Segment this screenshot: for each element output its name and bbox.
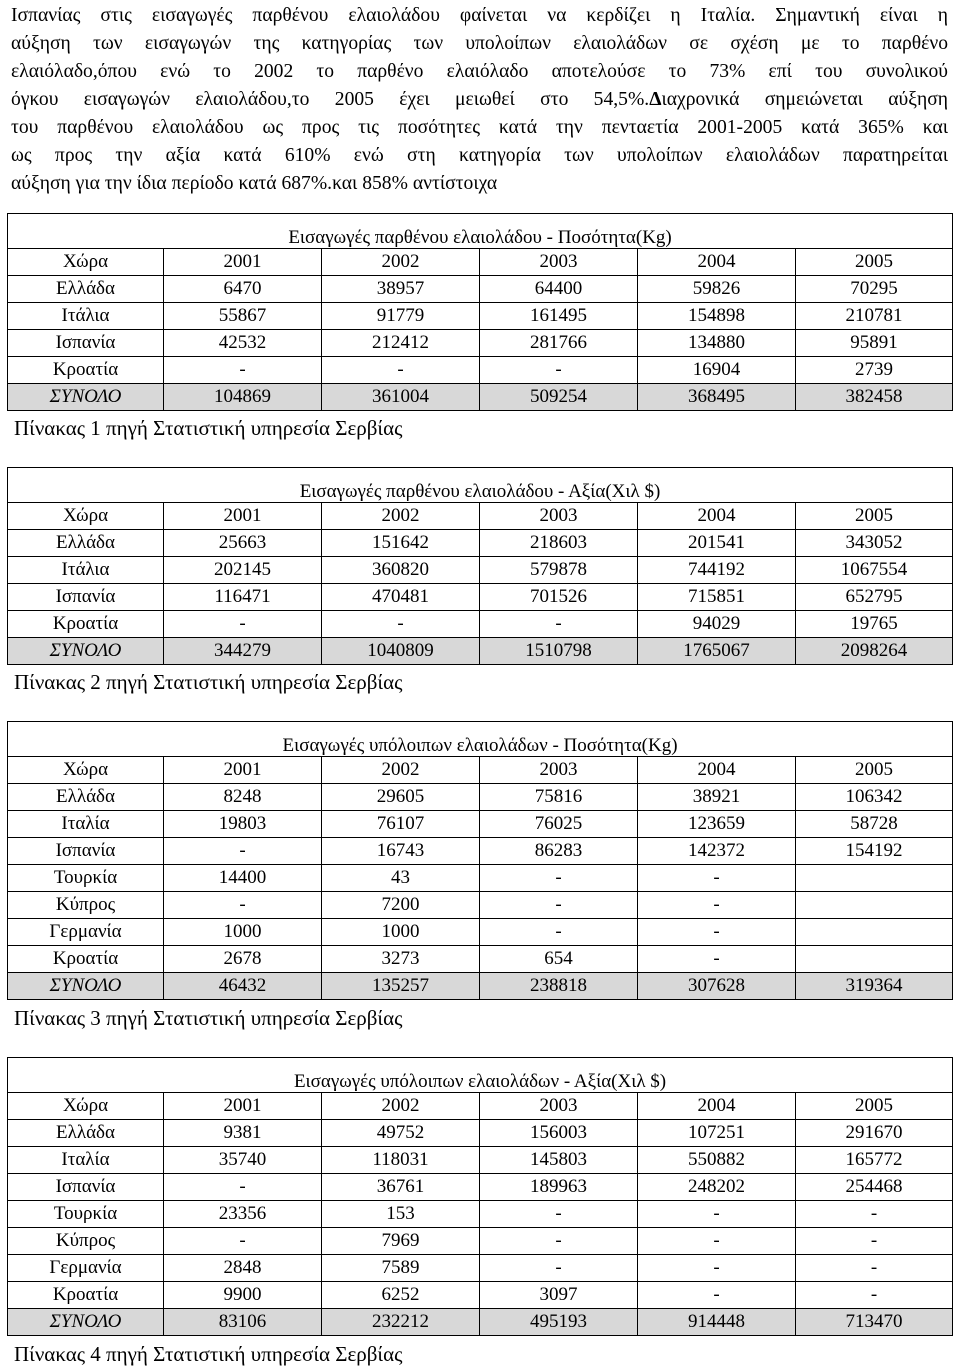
value-cell: 652795 — [796, 584, 953, 611]
value-cell: 344279 — [164, 638, 322, 665]
table-row — [8, 892, 953, 919]
value-cell — [796, 919, 953, 946]
value-cell: 368495 — [638, 384, 796, 411]
table-caption: Πίνακας 3 πηγή Στατιστική υπηρεσία Σερβίας — [14, 1006, 403, 1030]
table-row — [8, 838, 953, 865]
value-cell: 232212 — [322, 1309, 480, 1336]
value-cell: 8248 — [164, 784, 322, 811]
intro-line: αύξηση για την ίδια περίοδο κατά 687%.και 858% αντίστοιχα — [11, 173, 498, 194]
value-cell: 201541 — [638, 530, 796, 557]
country-cell: ΣΥΝΟΛΟ — [8, 1309, 164, 1336]
intro-line-text: όγκου εισαγωγών ελαιολάδου,το 2005 έχει μειωθεί στο 54,5%. — [11, 89, 650, 110]
value-cell: 2739 — [796, 357, 953, 384]
value-cell: 1000 — [164, 919, 322, 946]
value-cell: 361004 — [322, 384, 480, 411]
value-cell: 46432 — [164, 973, 322, 1000]
table-row — [8, 611, 953, 638]
value-cell: 59826 — [638, 276, 796, 303]
value-cell: 142372 — [638, 838, 796, 865]
value-cell: 36761 — [322, 1174, 480, 1201]
table-row — [8, 946, 953, 973]
value-cell — [796, 892, 953, 919]
value-cell: 156003 — [480, 1120, 638, 1147]
table-total-row — [8, 638, 953, 665]
value-cell: 151642 — [322, 530, 480, 557]
table-row — [8, 1255, 953, 1282]
value-cell: 29605 — [322, 784, 480, 811]
value-cell: 654 — [480, 946, 638, 973]
table-row — [8, 1120, 953, 1147]
value-cell: 238818 — [480, 973, 638, 1000]
table-row — [8, 357, 953, 384]
imports-table-4 — [7, 1057, 953, 1336]
table-title: Εισαγωγές υπόλοιπων ελαιολάδων - Αξία(Χιλ $) — [8, 1058, 953, 1093]
country-cell: Χώρα — [8, 249, 164, 276]
intro-line: ελαιόλαδο,όπου ενώ το 2002 το παρθένο ελαιόλαδο αποτελούσε το 73% επί του συνολικού — [11, 61, 948, 82]
value-cell: - — [164, 892, 322, 919]
intro-paragraph — [11, 2, 948, 198]
value-cell: 550882 — [638, 1147, 796, 1174]
value-cell: 2005 — [796, 757, 953, 784]
value-cell: 319364 — [796, 973, 953, 1000]
imports-table-2 — [7, 467, 953, 665]
intro-line: Ισπανίας στις εισαγωγές παρθένου ελαιολάδου φαίνεται να κερδίζει η Ιταλία. Σημαντική είναι η — [11, 5, 948, 26]
value-cell: 291670 — [796, 1120, 953, 1147]
value-cell: 76107 — [322, 811, 480, 838]
value-cell: - — [638, 1282, 796, 1309]
country-cell: Γερμανία — [8, 1255, 164, 1282]
value-cell: 2004 — [638, 249, 796, 276]
value-cell: 42532 — [164, 330, 322, 357]
value-cell: - — [638, 1201, 796, 1228]
value-cell: 2002 — [322, 1093, 480, 1120]
value-cell: 281766 — [480, 330, 638, 357]
table-row — [8, 330, 953, 357]
value-cell: 744192 — [638, 557, 796, 584]
value-cell: 2848 — [164, 1255, 322, 1282]
value-cell: 713470 — [796, 1309, 953, 1336]
value-cell: - — [322, 357, 480, 384]
value-cell: 212412 — [322, 330, 480, 357]
value-cell: 9900 — [164, 1282, 322, 1309]
value-cell: 49752 — [322, 1120, 480, 1147]
value-cell: - — [480, 1201, 638, 1228]
country-cell: Χώρα — [8, 503, 164, 530]
value-cell: - — [480, 865, 638, 892]
table-row — [8, 1147, 953, 1174]
table-caption: Πίνακας 2 πηγή Στατιστική υπηρεσία Σερβίας — [14, 670, 403, 694]
value-cell: 76025 — [480, 811, 638, 838]
table-row — [8, 1201, 953, 1228]
value-cell: 189963 — [480, 1174, 638, 1201]
value-cell: 154192 — [796, 838, 953, 865]
country-cell: Ελλάδα — [8, 276, 164, 303]
value-cell: - — [164, 1228, 322, 1255]
table-row — [8, 865, 953, 892]
value-cell: 1040809 — [322, 638, 480, 665]
table-header-row — [8, 757, 953, 784]
value-cell: - — [480, 919, 638, 946]
table-header-row — [8, 1093, 953, 1120]
value-cell: 2001 — [164, 1093, 322, 1120]
value-cell: 343052 — [796, 530, 953, 557]
value-cell: 2004 — [638, 757, 796, 784]
table-row — [8, 919, 953, 946]
value-cell: - — [164, 611, 322, 638]
value-cell — [796, 946, 953, 973]
value-cell: - — [638, 865, 796, 892]
intro-bold-letter: Δ — [649, 89, 662, 110]
value-cell: 2003 — [480, 1093, 638, 1120]
country-cell: Ιταλία — [8, 1147, 164, 1174]
value-cell: 2002 — [322, 757, 480, 784]
value-cell: 1510798 — [480, 638, 638, 665]
country-cell: ΣΥΝΟΛΟ — [8, 973, 164, 1000]
value-cell: 43 — [322, 865, 480, 892]
country-cell: Ισπανία — [8, 584, 164, 611]
value-cell: 6252 — [322, 1282, 480, 1309]
value-cell: 382458 — [796, 384, 953, 411]
value-cell: 2005 — [796, 1093, 953, 1120]
value-cell: - — [480, 1228, 638, 1255]
value-cell: 64400 — [480, 276, 638, 303]
value-cell: 470481 — [322, 584, 480, 611]
value-cell: 509254 — [480, 384, 638, 411]
table-caption: Πίνακας 4 πηγή Στατιστική υπηρεσία Σερβίας — [14, 1342, 403, 1366]
table-row — [8, 584, 953, 611]
value-cell: 715851 — [638, 584, 796, 611]
value-cell: - — [796, 1255, 953, 1282]
value-cell: - — [164, 357, 322, 384]
value-cell: - — [480, 611, 638, 638]
value-cell: 23356 — [164, 1201, 322, 1228]
value-cell: 25663 — [164, 530, 322, 557]
value-cell: 2678 — [164, 946, 322, 973]
value-cell: 106342 — [796, 784, 953, 811]
value-cell: - — [638, 946, 796, 973]
value-cell: 153 — [322, 1201, 480, 1228]
country-cell: Ελλάδα — [8, 784, 164, 811]
table-total-row — [8, 973, 953, 1000]
table-title-row — [8, 722, 953, 757]
value-cell: - — [638, 892, 796, 919]
value-cell: 3097 — [480, 1282, 638, 1309]
value-cell: - — [638, 1228, 796, 1255]
country-cell: ΣΥΝΟΛΟ — [8, 384, 164, 411]
intro-line — [11, 86, 948, 114]
table-row — [8, 303, 953, 330]
value-cell: 1765067 — [638, 638, 796, 665]
value-cell: 2001 — [164, 757, 322, 784]
value-cell: 165772 — [796, 1147, 953, 1174]
value-cell: 154898 — [638, 303, 796, 330]
country-cell: Κροατία — [8, 357, 164, 384]
value-cell: 254468 — [796, 1174, 953, 1201]
value-cell: - — [796, 1282, 953, 1309]
value-cell: - — [480, 357, 638, 384]
value-cell: 123659 — [638, 811, 796, 838]
value-cell: 16743 — [322, 838, 480, 865]
country-cell: Τουρκία — [8, 1201, 164, 1228]
value-cell: 2098264 — [796, 638, 953, 665]
table-header-row — [8, 503, 953, 530]
country-cell: Κροατία — [8, 611, 164, 638]
value-cell: 19765 — [796, 611, 953, 638]
value-cell: 70295 — [796, 276, 953, 303]
value-cell: 2002 — [322, 249, 480, 276]
intro-line-text: ιαχρονικά σημειώνεται αύξηση — [661, 89, 949, 110]
value-cell: - — [480, 1255, 638, 1282]
country-cell: Ιτάλια — [8, 303, 164, 330]
value-cell: 161495 — [480, 303, 638, 330]
value-cell: 2003 — [480, 757, 638, 784]
value-cell: 2003 — [480, 503, 638, 530]
table-caption: Πίνακας 1 πηγή Στατιστική υπηρεσία Σερβίας — [14, 416, 403, 440]
country-cell: Χώρα — [8, 1093, 164, 1120]
value-cell: 248202 — [638, 1174, 796, 1201]
country-cell: Γερμανία — [8, 919, 164, 946]
country-cell: Κύπρος — [8, 1228, 164, 1255]
value-cell: 7589 — [322, 1255, 480, 1282]
imports-table-1 — [7, 213, 953, 411]
intro-line: αύξηση των εισαγωγών της κατηγορίας των υπολοίπων ελαιολάδων σε σχέση με το παρθένο — [11, 33, 948, 54]
table-title: Εισαγωγές παρθένου ελαιολάδου - Αξία(Χιλ $) — [8, 468, 953, 503]
value-cell: 6470 — [164, 276, 322, 303]
country-cell: Ισπανία — [8, 330, 164, 357]
value-cell: 91779 — [322, 303, 480, 330]
table-header-row — [8, 249, 953, 276]
country-cell: Ιτάλια — [8, 557, 164, 584]
value-cell: 16904 — [638, 357, 796, 384]
table-title-row — [8, 468, 953, 503]
value-cell: 2005 — [796, 503, 953, 530]
country-cell: Χώρα — [8, 757, 164, 784]
value-cell: 360820 — [322, 557, 480, 584]
value-cell: 107251 — [638, 1120, 796, 1147]
value-cell: 86283 — [480, 838, 638, 865]
value-cell: 2001 — [164, 503, 322, 530]
value-cell: - — [638, 1255, 796, 1282]
table-row — [8, 811, 953, 838]
country-cell: ΣΥΝΟΛΟ — [8, 638, 164, 665]
table-row — [8, 530, 953, 557]
table-title-row — [8, 214, 953, 249]
value-cell: 145803 — [480, 1147, 638, 1174]
value-cell: 7969 — [322, 1228, 480, 1255]
value-cell: 55867 — [164, 303, 322, 330]
country-cell: Τουρκία — [8, 865, 164, 892]
value-cell: 3273 — [322, 946, 480, 973]
value-cell: 9381 — [164, 1120, 322, 1147]
value-cell — [796, 865, 953, 892]
value-cell: 701526 — [480, 584, 638, 611]
value-cell: - — [164, 1174, 322, 1201]
country-cell: Ελλάδα — [8, 530, 164, 557]
intro-line: του παρθένου ελαιολάδου ως προς τις ποσότητες κατά την πενταετία 2001-2005 κατά 365% και — [11, 117, 948, 138]
value-cell: 75816 — [480, 784, 638, 811]
value-cell: 83106 — [164, 1309, 322, 1336]
value-cell: 914448 — [638, 1309, 796, 1336]
value-cell: 2004 — [638, 503, 796, 530]
table-title: Εισαγωγές υπόλοιπων ελαιολάδων - Ποσότητα(Kg) — [8, 722, 953, 757]
country-cell: Ιταλία — [8, 811, 164, 838]
value-cell: 495193 — [480, 1309, 638, 1336]
value-cell: 1000 — [322, 919, 480, 946]
value-cell: 2001 — [164, 249, 322, 276]
country-cell: Κροατία — [8, 946, 164, 973]
table-title-row — [8, 1058, 953, 1093]
value-cell: 19803 — [164, 811, 322, 838]
value-cell: 134880 — [638, 330, 796, 357]
table-total-row — [8, 1309, 953, 1336]
value-cell: 579878 — [480, 557, 638, 584]
table-row — [8, 1282, 953, 1309]
value-cell: 14400 — [164, 865, 322, 892]
value-cell: 38957 — [322, 276, 480, 303]
value-cell: 307628 — [638, 973, 796, 1000]
table-title: Εισαγωγές παρθένου ελαιολάδου - Ποσότητα(Kg) — [8, 214, 953, 249]
value-cell: 2005 — [796, 249, 953, 276]
value-cell: 202145 — [164, 557, 322, 584]
table-row — [8, 557, 953, 584]
intro-line: ως προς την αξία κατά 610% ενώ στη κατηγορία των υπολοίπων ελαιολάδων παρατηρείται — [11, 145, 948, 166]
country-cell: Ισπανία — [8, 838, 164, 865]
country-cell: Κύπρος — [8, 892, 164, 919]
value-cell: 38921 — [638, 784, 796, 811]
table-row — [8, 1174, 953, 1201]
value-cell: - — [796, 1201, 953, 1228]
imports-table-3 — [7, 721, 953, 1000]
value-cell: 58728 — [796, 811, 953, 838]
table-row — [8, 1228, 953, 1255]
value-cell: - — [164, 838, 322, 865]
country-cell: Ελλάδα — [8, 1120, 164, 1147]
value-cell: 218603 — [480, 530, 638, 557]
value-cell: 2002 — [322, 503, 480, 530]
value-cell: 1067554 — [796, 557, 953, 584]
value-cell: 104869 — [164, 384, 322, 411]
value-cell: 95891 — [796, 330, 953, 357]
table-row — [8, 784, 953, 811]
value-cell: 7200 — [322, 892, 480, 919]
country-cell: Ισπανία — [8, 1174, 164, 1201]
table-row — [8, 276, 953, 303]
value-cell: 135257 — [322, 973, 480, 1000]
value-cell: 35740 — [164, 1147, 322, 1174]
table-total-row — [8, 384, 953, 411]
value-cell: 94029 — [638, 611, 796, 638]
value-cell: - — [480, 892, 638, 919]
country-cell: Κροατία — [8, 1282, 164, 1309]
value-cell: - — [638, 919, 796, 946]
value-cell: - — [796, 1228, 953, 1255]
value-cell: 116471 — [164, 584, 322, 611]
value-cell: 210781 — [796, 303, 953, 330]
value-cell: 2004 — [638, 1093, 796, 1120]
value-cell: 118031 — [322, 1147, 480, 1174]
value-cell: - — [322, 611, 480, 638]
value-cell: 2003 — [480, 249, 638, 276]
